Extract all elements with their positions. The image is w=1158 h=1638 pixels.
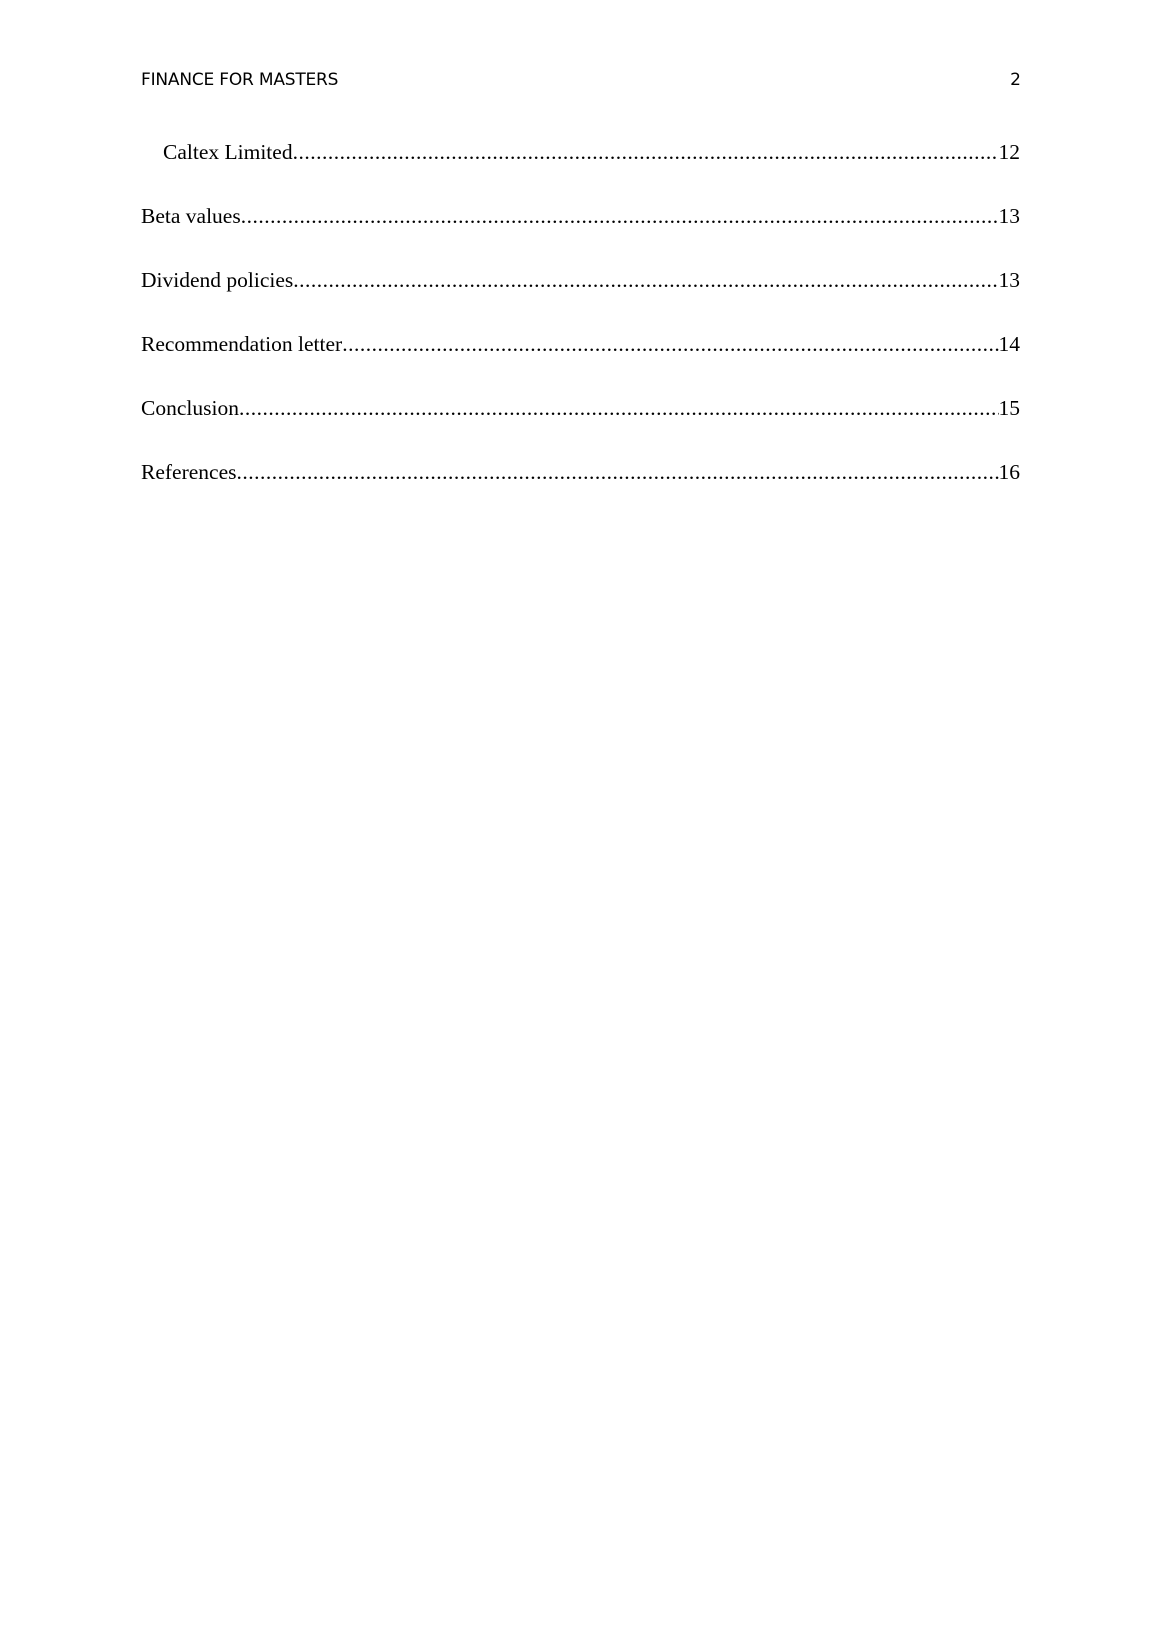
toc-leader-dots: [241, 204, 999, 229]
toc-leader-dots: [239, 396, 999, 421]
toc-entry-conclusion[interactable]: [141, 396, 1020, 460]
toc-entry-page: 12: [998, 140, 1020, 164]
toc-entry-label: Conclusion: [141, 396, 239, 420]
toc-entry-label: Caltex Limited: [163, 140, 293, 164]
toc-entry-label: Dividend policies: [141, 268, 294, 292]
toc-entry-caltex-limited[interactable]: [141, 140, 1020, 204]
toc-entry-page: 13: [998, 204, 1020, 228]
header-page-number: 2: [1010, 70, 1021, 90]
toc-entry-label: Recommendation letter: [141, 332, 343, 356]
header-title: FINANCE FOR MASTERS: [141, 70, 339, 90]
toc-entry-label: Beta values: [141, 204, 241, 228]
toc-leader-dots: [342, 332, 998, 357]
toc-entry-page: 13: [998, 268, 1020, 292]
toc-entry-page: 16: [998, 460, 1020, 484]
running-header: [141, 70, 1021, 94]
toc-entry-page: 15: [998, 396, 1020, 420]
table-of-contents: [141, 140, 1020, 524]
toc-entry-beta-values[interactable]: [141, 204, 1020, 268]
toc-entry-label: References: [141, 460, 237, 484]
toc-leader-dots: [237, 460, 999, 485]
toc-entry-page: 14: [998, 332, 1020, 356]
toc-leader-dots: [293, 140, 999, 165]
toc-entry-references[interactable]: [141, 460, 1020, 524]
toc-entry-recommendation-letter[interactable]: [141, 332, 1020, 396]
toc-leader-dots: [293, 268, 998, 293]
toc-entry-dividend-policies[interactable]: [141, 268, 1020, 332]
